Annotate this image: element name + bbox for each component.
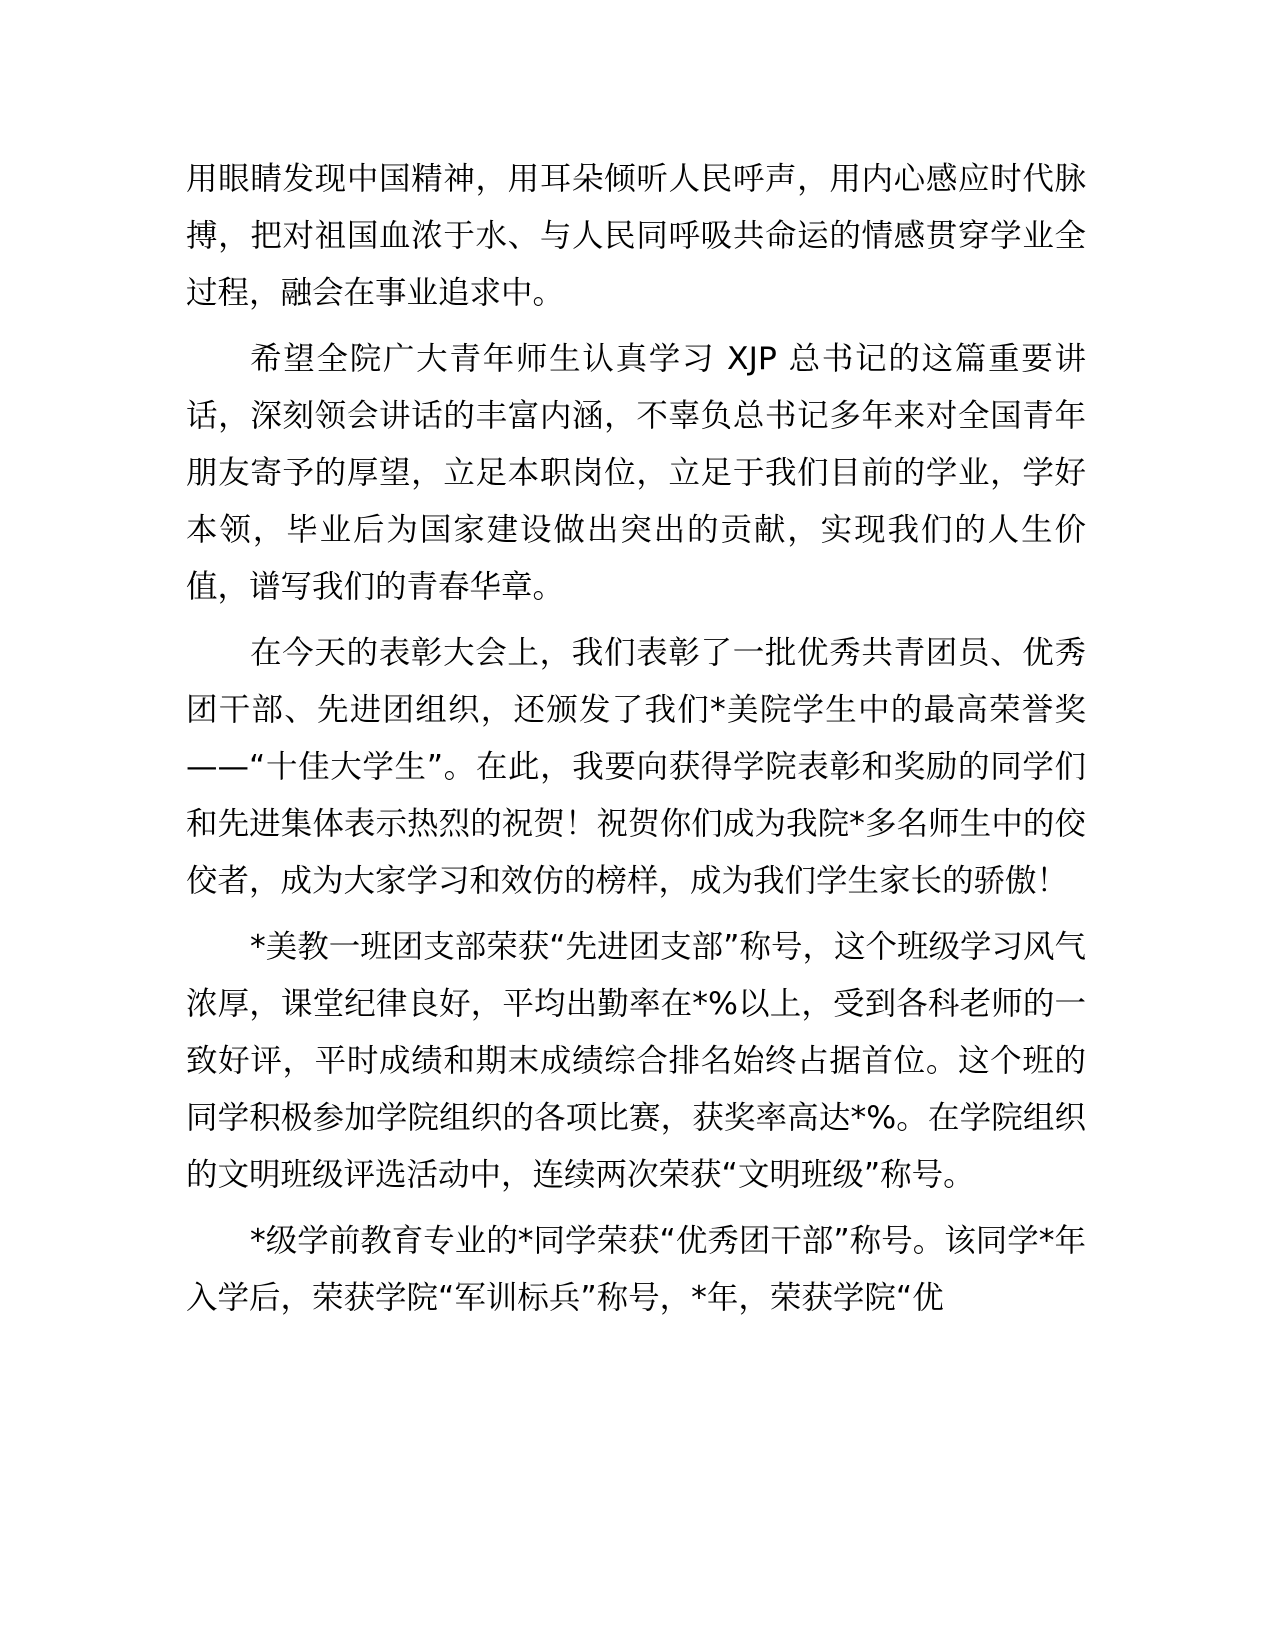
paragraph-1: 用眼睛发现中国精神，用耳朵倾听人民呼声，用内心感应时代脉搏，把对祖国血浓于水、与人民同呼吸共命运的情感贯穿学业全过程，融会在事业追求中。 — [186, 161, 1086, 311]
paragraph-3: 在今天的表彰大会上，我们表彰了一批优秀共青团员、优秀团干部、先进团组织，还颁发了我们*美院学生中的最高荣誉奖——“十佳大学生”。在此，我要向获得学院表彰和奖励的同学们和先进集体表示热烈的祝贺！祝贺你们成为我院*多名师生中的佼佼者，成为大家学习和效仿的榜样，成为我们学生家长的骄傲！ — [186, 635, 1086, 899]
paragraph-4: *美教一班团支部荣获“先进团支部”称号，这个班级学习风气浓厚，课堂纪律良好，平均出勤率在*%以上，受到各科老师的一致好评，平时成绩和期末成绩综合排名始终占据首位。这个班的同学积极参加学院组织的各项比赛，获奖率高达*%。在学院组织的文明班级评选活动中，连续两次荣获“文明班级”称号。 — [186, 929, 1086, 1193]
paragraph-5: *级学前教育专业的*同学荣获“优秀团干部”称号。该同学*年入学后，荣获学院“军训标兵”称号，*年，荣获学院“优 — [186, 1223, 1086, 1316]
paragraph-2: 希望全院广大青年师生认真学习 XJP 总书记的这篇重要讲话，深刻领会讲话的丰富内涵，不辜负总书记多年来对全国青年朋友寄予的厚望，立足本职岗位，立足于我们目前的学业，学好本领，毕业后为国家建设做出突出的贡献，实现我们的人生价值，谱写我们的青春华章。 — [186, 341, 1086, 605]
document-body — [186, 151, 1086, 1336]
